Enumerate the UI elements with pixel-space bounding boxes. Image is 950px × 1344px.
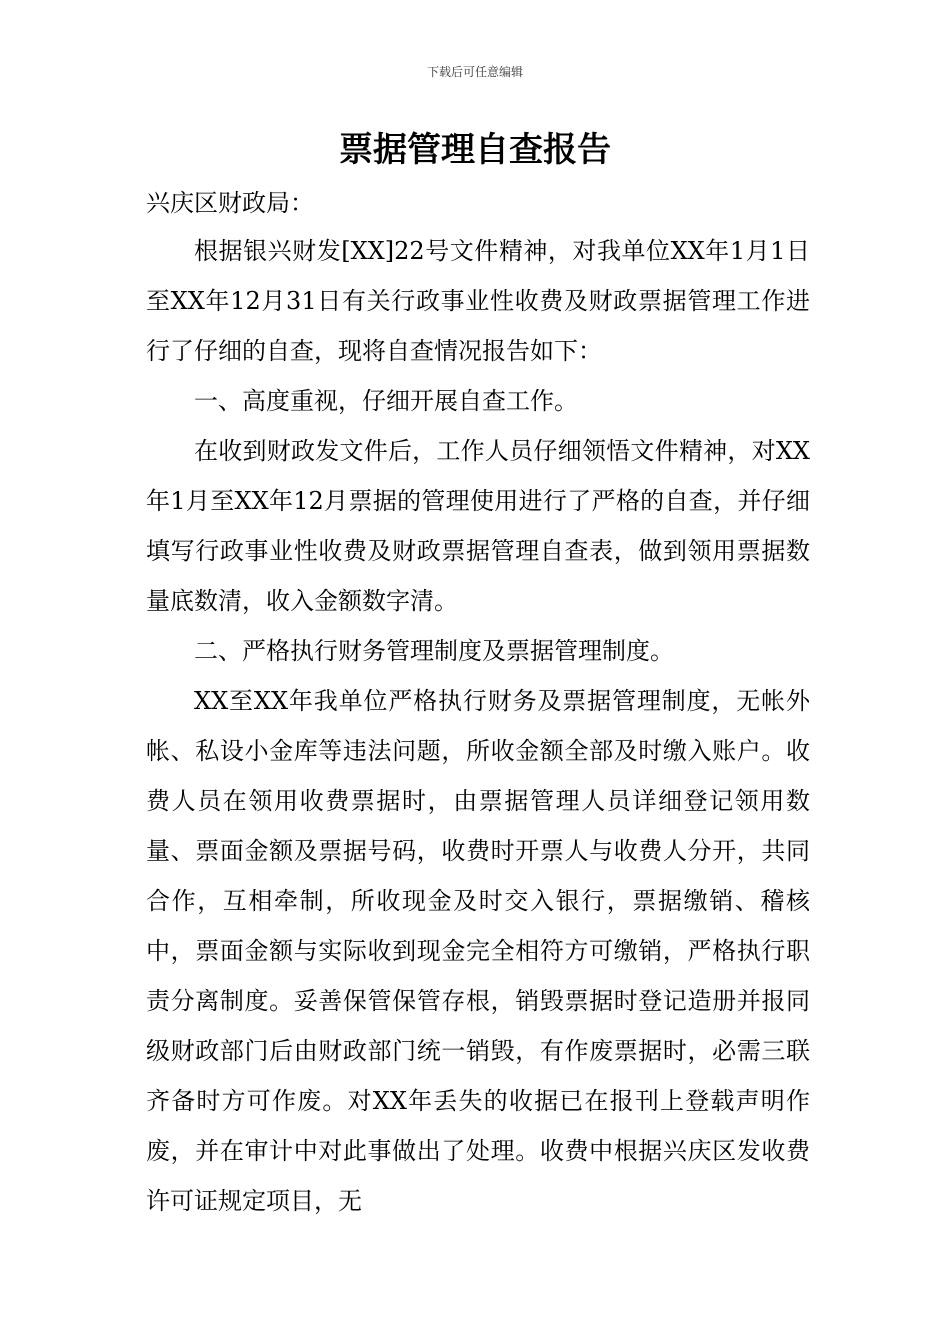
document-title: 票据管理自查报告 [339,130,611,170]
body-paragraph: 根据银兴财发[XX]22号文件精神，对我单位XX年1月1日至XX年12月31日有关行政事业性收费及财政票据管理工作进行了仔细的自查，现将自查情况报告如下： [146,237,810,365]
document-body [146,226,810,1226]
section-heading: 二、严格执行财务管理制度及票据管理制度。 [194,637,674,665]
addressee: 兴庆区财政局： [146,189,314,217]
header-note: 下载后可任意编辑 [426,65,523,79]
body-paragraph: 在收到财政发文件后，工作人员仔细领悟文件精神，对XX年1月至XX年12月票据的管理使用进行了严格的自查，并仔细填写行政事业性收费及财政票据管理自查表，做到领用票据数量底数清，收入金额数字清。 [146,437,810,615]
body-paragraph: XX至XX年我单位严格执行财务及票据管理制度，无帐外帐、私设小金库等违法问题，所收金额全部及时缴入账户。收费人员在领用收费票据时，由票据管理人员详细登记领用数量、票面金额及票据号码，收费时开票人与收费人分开，共同合作，互相牵制，所收现金及时交入银行，票据缴销、稽核中，票面金额与实际收到现金完全相符方可缴销，严格执行职责分离制度。妥善保管保管存根，销毁票据时登记造册并报同级财政部门后由财政部门统一销毁，有作废票据时，必需三联齐备时方可作废。对XX年丢失的收据已在报刊上登载声明作废，并在审计中对此事做出了处理。收费中根据兴庆区发收费许可证规定项目，无 [146,687,810,1215]
section-heading: 一、高度重视，仔细开展自查工作。 [194,387,578,415]
